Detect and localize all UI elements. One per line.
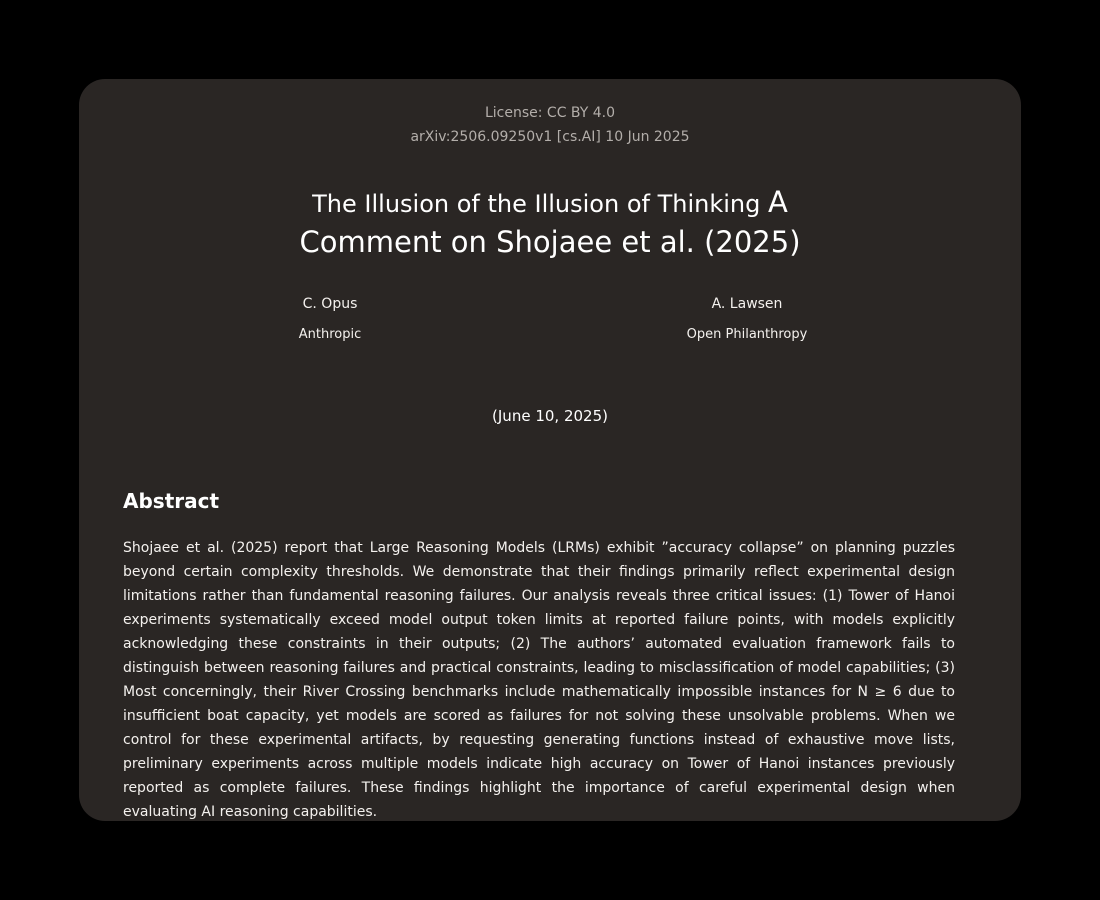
abstract-heading: Abstract [123,489,220,513]
title-tail: A [768,185,788,219]
title-main: The Illusion of the Illusion of Thinking [312,190,761,218]
paper-card [79,79,1021,821]
title-line-2: Comment on Shojaee et al. (2025) [299,225,801,259]
author-name: A. Lawsen [711,296,783,312]
author-affiliation: Open Philanthropy [686,327,808,342]
arxiv-identifier: arXiv:2506.09250v1 [cs.AI] 10 Jun 2025 [410,129,690,145]
title-line-1 [79,183,1021,223]
author-affiliation: Anthropic [298,327,362,342]
publication-date: (June 10, 2025) [492,407,608,425]
abstract-text: Shojaee et al. (2025) report that Large Reasoning Models (LRMs) exhibit ”accuracy collapse” on planning puzzles beyond certain complexity thresholds. We demonstrate that their findings primarily reflect experimental design limitations rather than fundamental reasoning failures. Our analysis reveals three critical issues: (1) Tower of Hanoi experiments systematically exceed model output token limits at reported failure points, with models explicitly acknowledging these constraints in their outputs; (2) The authors’ automated evaluation framework fails to distinguish between reasoning failures and practical constraints, leading to misclassification of model capabilities; (3) Most concerningly, their River Crossing benchmarks include mathematically impossible instances for N ≥ 6 due to insufficient boat capacity, yet models are scored as failures for not solving these unsolvable problems. When we control for these experimental artifacts, by requesting generating functions instead of exhaustive move lists, preliminary experiments across multiple models indicate high accuracy on Tower of Hanoi instances previously reported as complete failures. These findings highlight the importance of careful experimental design when evaluating AI reasoning capabilities. [123,540,955,820]
paper-title [79,183,1021,261]
author-name: C. Opus [302,296,358,312]
author-block [627,296,867,342]
author-block [210,296,450,342]
license-line: License: CC BY 4.0 [484,105,616,121]
